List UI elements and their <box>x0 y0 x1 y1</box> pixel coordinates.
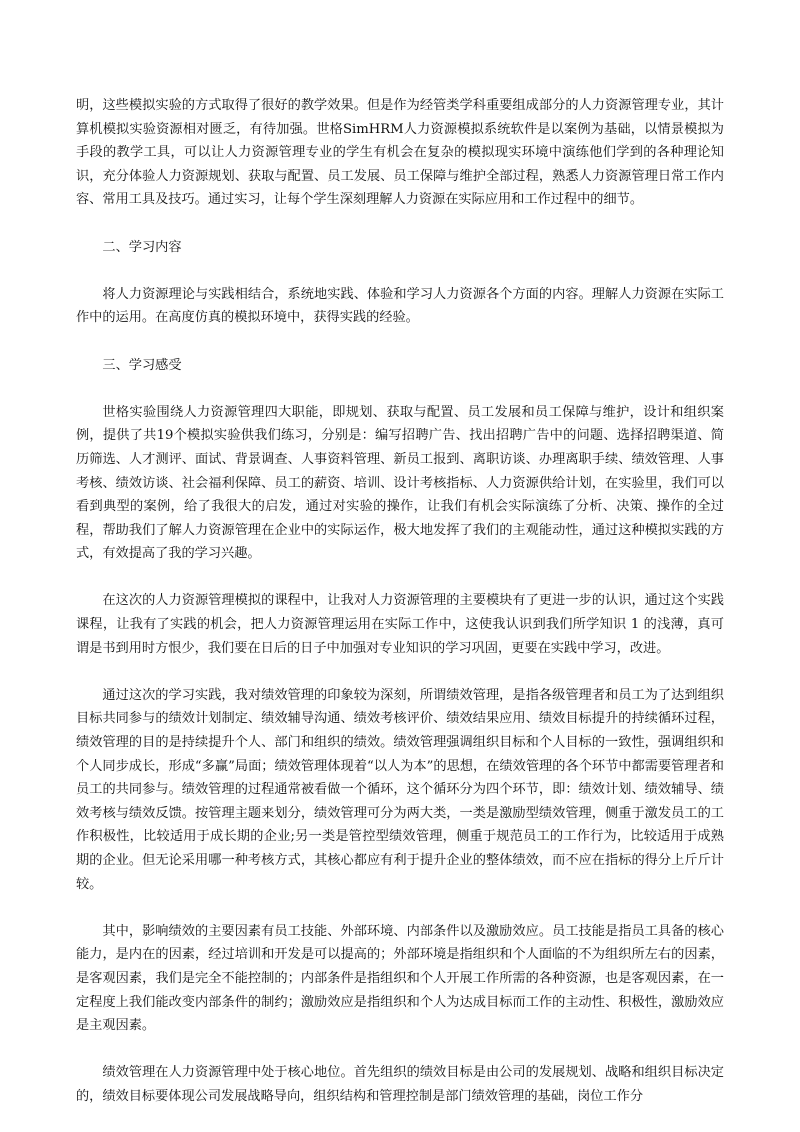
paragraph-core-position: 绩效管理在人力资源管理中处于核心地位。首先组织的绩效目标是由公司的发展规划、战略和组织目标决定的，绩效目标要体现公司发展战略导向，组织结构和管理控制是部门绩效管理的基础，岗位工作分 <box>76 1065 724 1104</box>
section-heading-learning-content: 二、学习内容 <box>102 239 182 255</box>
paragraph-performance-management: 通过这次的学习实践，我对绩效管理的印象较为深刻，所谓绩效管理，是指各级管理者和员工为了达到组织目标共同参与的绩效计划制定、绩效辅导沟通、绩效考核评价、绩效结果应用、绩效目标提升的持续循环过程，绩效管理的目的是持续提升个人、部门和组织的绩效。绩效管理强调组织目标和个人目标的一致性，强调组织和个人同步成长，形成“多赢”局面；绩效管理体现着“以人为本”的思想，在绩效管理的各个环节中都需要管理者和员工的共同参与。绩效管理的过程通常被看做一个循环，这个循环分为四个环节，即：绩效计划、绩效辅导、绩效考核与绩效反馈。按管理主题来划分，绩效管理可分为两大类，一类是激励型绩效管理，侧重于激发员工的工作积极性，比较适用于成长期的企业;另一类是管控型绩效管理，侧重于规范员工的工作行为，比较适用于成熟期的企业。但无论采用哪一种考核方式，其核心都应有利于提升企业的整体绩效，而不应在指标的得分上斤斤计较。 <box>76 687 724 892</box>
document-page <box>76 94 724 1132</box>
paragraph-simulation-experiments: 世格实验围绕人力资源管理四大职能，即规划、获取与配置、员工发展和员工保障与维护，设计和组织案例，提供了共19个模拟实验供我们练习，分别是：编写招聘广告、找出招聘广告中的问题、选择招聘渠道、简历筛选、人才测评、面试、背景调查、人事资料管理、新员工报到、离职访谈、办理离职手续、绩效管理、人事考核、绩效访谈、社会福利保障、员工的薪资、培训、设计考核指标、人力资源供给计划，在实验里，我们可以看到典型的案例，给了我很大的启发，通过对实验的操作，让我们有机会实际演练了分析、决策、操作的全过程，帮助我们了解人力资源管理在企业中的实际运作，极大地发挥了我们的主观能动性，通过这种模拟实践的方式，有效提高了我的学习兴趣。 <box>76 404 724 562</box>
paragraph-performance-factors: 其中，影响绩效的主要因素有员工技能、外部环境、内部条件以及激励效应。员工技能是指员工具备的核心能力，是内在的因素，经过培训和开发是可以提高的；外部环境是指组织和个人面临的不为组织所左右的因素，是客观因素，我们是完全不能控制的；内部条件是指组织和个人开展工作所需的各种资源，也是客观因素，在一定程度上我们能改变内部条件的制约；激励效应是指组织和个人为达成目标而工作的主动性、积极性，激励效应是主观因素。 <box>76 923 724 1034</box>
paragraph-course-reflection: 在这次的人力资源管理模拟的课程中，让我对人力资源管理的主要模块有了更进一步的认识，通过这个实践课程，让我有了实践的机会，把人力资源管理运用在实际工作中，这使我认识到我们所学知识 1 的浅薄，真可谓是书到用时方恨少，我们要在日后的日子中加强对专业知识的学习巩固，更要在实践中学习，改进。 <box>76 593 724 656</box>
paragraph-learning-content: 将人力资源理论与实践相结合，系统地实践、体验和学习人力资源各个方面的内容。理解人力资源在实际工作中的运用。在高度仿真的模拟环境中，获得实践的经验。 <box>76 286 724 326</box>
section-heading-learning-feelings: 三、学习感受 <box>102 357 182 373</box>
paragraph-intro-continuation: 明，这些模拟实验的方式取得了很好的教学效果。但是作为经管类学科重要组成部分的人力资源管理专业，其计算机模拟实验资源相对匮乏，有待加强。世格SimHRM人力资源模拟系统软件是以案例为基础，以情景模拟为手段的教学工具，可以让人力资源管理专业的学生有机会在复杂的模拟现实环境中演练他们学到的各种理论知识，充分体验人力资源规划、获取与配置、员工发展、员工保障与维护全部过程，熟悉人力资源管理日常工作内容、常用工具及技巧。通过实习，让每个学生深刻理解人力资源在实际应用和工作过程中的细节。 <box>76 98 724 208</box>
